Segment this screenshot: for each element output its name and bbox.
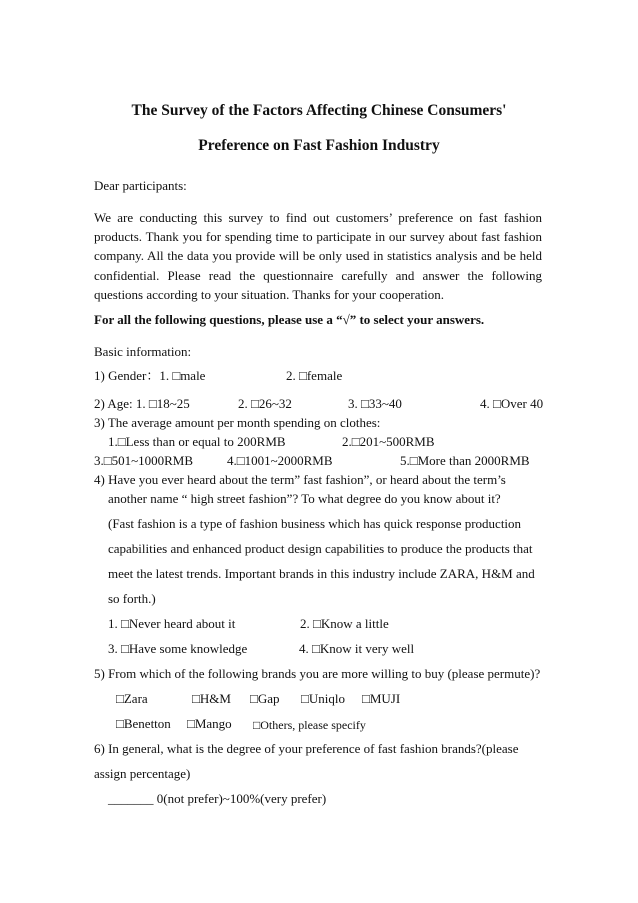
q4-option-1[interactable]: 1. □Never heard about it (108, 616, 236, 631)
q6-question-line-2: assign percentage) (94, 766, 191, 781)
q5-brand-muji[interactable]: □MUJI (362, 691, 401, 706)
q5-brand-zara[interactable]: □Zara (116, 691, 148, 706)
title-line-2: Preference on Fast Fashion Industry (198, 137, 440, 154)
q4-question-line-2: another name “ high street fashion”? To what degree do you know about it? (108, 491, 501, 506)
instruction: For all the following questions, please use a “√” to select your answers. (94, 312, 485, 327)
title-line-1: The Survey of the Factors Affecting Chinese Consumers' (131, 102, 507, 119)
greeting: Dear participants: (94, 178, 187, 193)
q2-option-2[interactable]: 2. □26~32 (238, 396, 292, 411)
q4-note-line-3: meet the latest trends. Important brands in this industry include ZARA, H&M and (108, 566, 535, 581)
q5-brand-mango[interactable]: □Mango (187, 716, 232, 731)
q1-option-female[interactable]: 2. □female (286, 368, 343, 383)
q5-brand-gap[interactable]: □Gap (250, 691, 280, 706)
intro-line-2: products. Thank you for spending time to participate in our survey about fast fashion (94, 229, 542, 244)
q4-option-2[interactable]: 2. □Know a little (300, 616, 389, 631)
q4-note-line-4: so forth.) (108, 591, 156, 606)
q2-option-4[interactable]: 4. □Over 40 (480, 396, 544, 411)
q5-brand-benetton[interactable]: □Benetton (116, 716, 171, 731)
q2-option-3[interactable]: 3. □33~40 (348, 396, 402, 411)
q5-brand-uniqlo[interactable]: □Uniqlo (301, 691, 345, 706)
intro-line-1: We are conducting this survey to find out customers’ preference on fast fashion (94, 210, 542, 225)
intro-line-3: company. All the data you provide will be only used in statistics analysis and be held (94, 248, 542, 263)
basic-info-heading: Basic information: (94, 344, 192, 359)
intro-line-4: confidential. Please read the questionnaire carefully and answer the following (94, 268, 542, 283)
q1-option-male[interactable]: 1) Gender：1. □male (94, 368, 206, 383)
q3-option-3[interactable]: 3.□501~1000RMB (94, 453, 194, 468)
q6-question-line-1: 6) In general, what is the degree of your preference of fast fashion brands?(please (94, 741, 519, 756)
q5-brand-others[interactable]: □Others, please specify (253, 718, 366, 732)
q3-option-2[interactable]: 2.□201~500RMB (342, 434, 435, 449)
q4-question-line-1: 4) Have you ever heard about the term” fast fashion”, or heard about the term’s (94, 472, 506, 487)
q3-option-4[interactable]: 4.□1001~2000RMB (227, 453, 333, 468)
intro-line-5: questions according to your situation. Thanks for your cooperation. (94, 287, 444, 302)
q5-brand-hm[interactable]: □H&M (192, 691, 231, 706)
q4-option-4[interactable]: 4. □Know it very well (299, 641, 415, 656)
q3-option-1[interactable]: 1.□Less than or equal to 200RMB (108, 434, 286, 449)
q3-question: 3) The average amount per month spending on clothes: (94, 415, 381, 430)
q4-option-3[interactable]: 3. □Have some knowledge (108, 641, 248, 656)
q4-note-line-2: capabilities and enhanced product design capabilities to produce the products that (108, 541, 533, 556)
q6-answer-field[interactable]: _______ 0(not prefer)~100%(very prefer) (108, 791, 327, 806)
q5-question: 5) From which of the following brands you are more willing to buy (please permute)? (94, 666, 541, 681)
q4-note-line-1: (Fast fashion is a type of fashion business which has quick response production (108, 516, 522, 531)
q2-option-1[interactable]: 2) Age: 1. □18~25 (94, 396, 190, 411)
q3-option-5[interactable]: 5.□More than 2000RMB (400, 453, 530, 468)
